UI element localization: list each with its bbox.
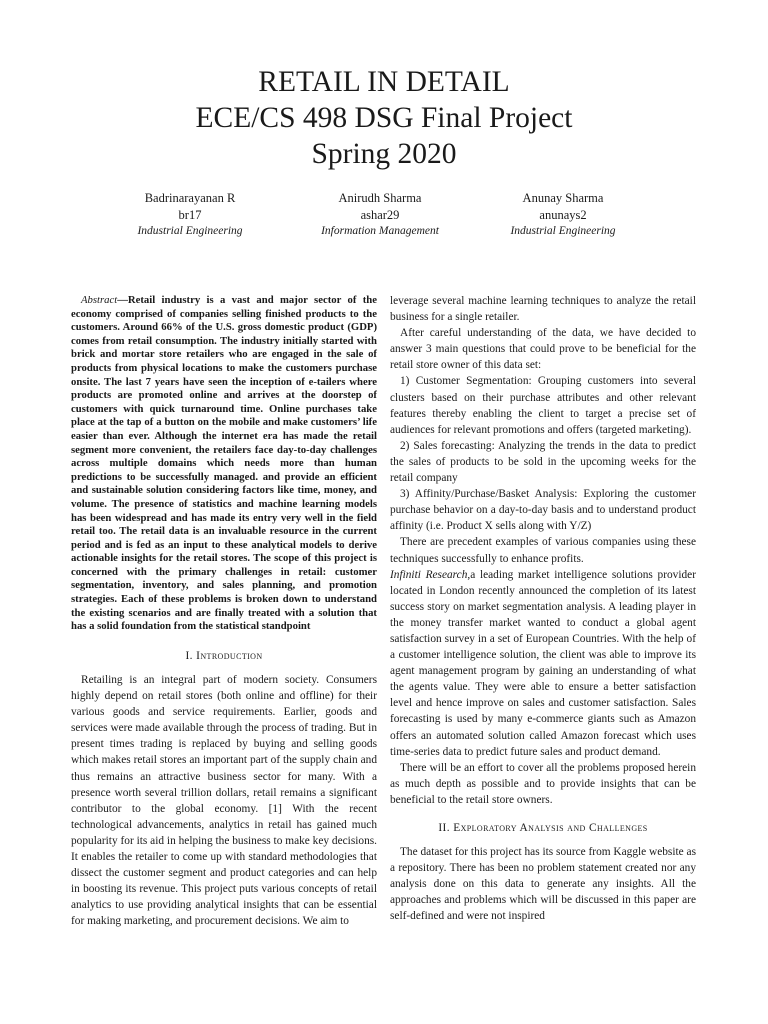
author-id: br17 <box>178 207 202 222</box>
author-id: anunays2 <box>539 207 587 222</box>
abstract-text: —Retail industry is a vast and major sector of the economy comprised of companies selling finished products to the customers. Around 66% of the U.S. gross domestic product (GDP) comes from retail consumption. The industry initially started with brick and mortar store retailers who are engaged in the sale of products from physical locations to make the customers purchase onsite. The last 7 years have seen the inception of e-tailers where products are promoted online and arrives at the doorstep of customers with quick turnaround time. Online purchases take place at the tap of a button on the mobile and make customers’ life easier than ever. Although the internet era has made the retail segment more convenient, the retailers face day-to-day challenges across multiple domains which needs more than human predictions to be successfully managed. and provide an efficient and sustainable solution considering factors like time, money, and volume. The presence of statistics and machine learning models has been widespread and has made its entry very well in the field retail too. The retail data is an invaluable resource in the current period and is fed as an input to these analytical models to derive actionable insights for the retail stores. The scope of this project is concerned with the primary challenges in retail: customer segmentation, inventory, and sales planning, and promotion strategies. Each of these problems is broken down to understand the existing scenarios and are finally treated with a solution that has a solid foundation from the statistical standpoint <box>71 294 377 633</box>
infiniti-paragraph <box>390 567 696 760</box>
section-2-heading: II. Exploratory Analysis and Challenges <box>438 822 648 834</box>
section-1-heading: I. Introduction <box>185 649 263 662</box>
precedent-paragraph: There are precedent examples of various companies using these techniques successfully to enhance profits. <box>390 536 696 565</box>
author-affiliation: Industrial Engineering <box>137 225 243 237</box>
paper-title <box>0 64 768 172</box>
question-2: 2) Sales forecasting: Analyzing the trends in the data to predict the sales of products to be sold in the upcoming weeks for the retail company <box>390 439 696 485</box>
question-3: 3) Affinity/Purchase/Basket Analysis: Exploring the customer purchase behavior on a day-to-day basis and to understand product affinity (i.e. Product X sells along with Y/Z) <box>390 488 696 533</box>
effort-paragraph: There will be an effort to cover all the problems proposed herein as much depth as possible and to provide insights that can be beneficial to the retail store owners. <box>390 761 696 806</box>
abstract <box>71 294 377 634</box>
author-3 <box>448 190 678 240</box>
questions-paragraph: After careful understanding of the data, we have decided to answer 3 main questions that could prove to be beneficial for the retail store owner of this data set: <box>390 327 696 372</box>
left-column <box>71 294 377 929</box>
title-line-1: RETAIL IN DETAIL <box>258 66 510 98</box>
dataset-paragraph: The dataset for this project has its source from Kaggle website as a repository. There has been no problem statement created nor any analysis done on this data to generate any insights. All the approaches and problems which will be discussed in this paper are self-defined and were not inspired <box>390 846 696 923</box>
question-1: 1) Customer Segmentation: Grouping customers into several clusters based on their purchase attributes and other relevant features thereby enabling the client to target a precise set of audiences for relevant promotions and offers (targeted marketing). <box>390 375 696 436</box>
right-column <box>390 293 696 925</box>
author-affiliation: Information Management <box>321 225 439 237</box>
author-block <box>0 190 768 246</box>
author-affiliation: Industrial Engineering <box>510 225 616 237</box>
author-name: Anirudh Sharma <box>338 191 422 205</box>
title-line-3: Spring 2020 <box>311 138 457 170</box>
author-name: Badrinarayanan R <box>144 191 236 205</box>
infiniti-text: ,a leading market intelligence solutions provider located in London recently announced the completion of its latest success story on market segmentation analysis. A leading player in the money transfer market wanted to conduct a global agent satisfaction survey in a set of European Countries. With the help of a customer intelligence solution, the client was able to improve its agent management program by gaining an understanding of what the agents value. They were able to ensure a better satisfaction level and hence improve on sales and customer satisfaction. Sales forecasting is used by many e-commerce giants such as Amazon offers an automated solution called Amazon forecast which uses time-series data to predict future sales and product demand. <box>390 568 696 758</box>
abstract-label: Abstract <box>81 294 118 306</box>
infiniti-name: Infiniti Research <box>390 568 468 581</box>
continuation-paragraph: leverage several machine learning techniques to analyze the retail business for a single retailer. <box>390 295 696 324</box>
author-name: Anunay Sharma <box>522 191 604 205</box>
author-id: ashar29 <box>360 207 400 222</box>
introduction-paragraph: Retailing is an integral part of modern society. Consumers highly depend on retail stores (both online and offline) for their various goods and service requirements. Earlier, goods and services were made available through the process of trading. But in present times trading is replaced by buying and selling goods which makes retail stores an important part of the supply chain and thus remains an attractive business sector for many. With a presence worth several trillion dollars, retail remains a significant contributor to the global economy. [1] With the recent technological advancements, analytics in retail has gained much popularity for its aid in helping the business to make key decisions. It enables the retailer to come up with standard methodologies that dissect the customer segment and product categories and can help in boosting its revenue. This project puts various concepts of retail analytics to use providing analytical insights that can be essential for making marketing, and procurement decisions. We aim to <box>71 673 377 928</box>
title-line-2: ECE/CS 498 DSG Final Project <box>195 102 573 134</box>
